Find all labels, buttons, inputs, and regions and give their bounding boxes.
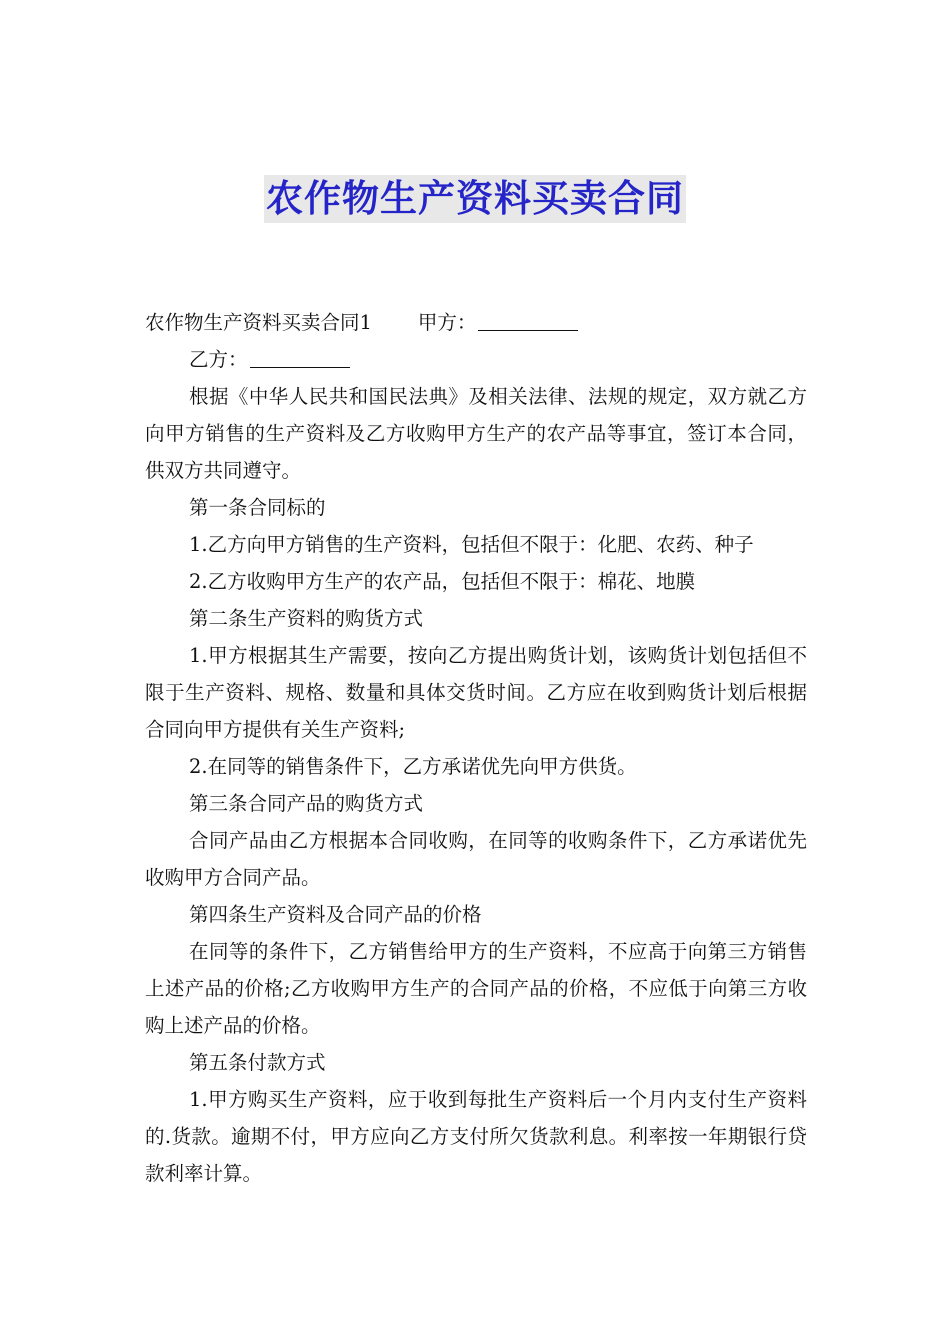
article-2-item-2: 2.在同等的销售条件下，乙方承诺优先向甲方供货。 xyxy=(189,755,637,778)
party-a-blank xyxy=(478,308,578,331)
paragraph-preamble: 根据《中华人民共和国民法典》及相关法律、法规的规定，双方就乙方向甲方销售的生产资料及乙方收购甲方生产的农产品等事宜，签订本合同，供双方共同遵守。 xyxy=(145,385,807,482)
document-body xyxy=(145,304,807,1192)
article-4-text: 在同等的条件下，乙方销售给甲方的生产资料，不应高于向第三方销售上述产品的价格;乙方收购甲方生产的合同产品的价格，不应低于向第三方收购上述产品的价格。 xyxy=(145,940,807,1037)
article-5-heading: 第五条付款方式 xyxy=(189,1051,326,1074)
party-b-line xyxy=(145,341,807,378)
party-b-blank xyxy=(250,345,350,368)
header-line xyxy=(145,304,807,341)
article-1-heading: 第一条合同标的 xyxy=(189,496,326,519)
document-title: 农作物生产资料买卖合同 xyxy=(264,175,686,223)
article-2-heading: 第二条生产资料的购货方式 xyxy=(189,607,424,630)
article-4-heading: 第四条生产资料及合同产品的价格 xyxy=(189,903,482,926)
title-container xyxy=(0,175,950,223)
article-1-item-2: 2.乙方收购甲方生产的农产品，包括但不限于：棉花、地膜 xyxy=(189,570,696,593)
party-a-label: 甲方： xyxy=(417,311,477,334)
article-1-item-1: 1.乙方向甲方销售的生产资料，包括但不限于：化肥、农药、种子 xyxy=(189,533,754,556)
article-3-text: 合同产品由乙方根据本合同收购，在同等的收购条件下，乙方承诺优先收购甲方合同产品。 xyxy=(145,829,807,889)
article-3-heading: 第三条合同产品的购货方式 xyxy=(189,792,424,815)
party-b-label: 乙方： xyxy=(189,348,248,371)
contract-label: 农作物生产资料买卖合同1 xyxy=(145,311,372,334)
article-5-item-1: 1.甲方购买生产资料，应于收到每批生产资料后一个月内支付生产资料的.货款。逾期不付，甲方应向乙方支付所欠货款利息。利率按一年期银行贷款利率计算。 xyxy=(145,1088,807,1185)
article-2-item-1: 1.甲方根据其生产需要，按向乙方提出购货计划，该购货计划包括但不限于生产资料、规格、数量和具体交货时间。乙方应在收到购货计划后根据合同向甲方提供有关生产资料; xyxy=(145,644,807,741)
